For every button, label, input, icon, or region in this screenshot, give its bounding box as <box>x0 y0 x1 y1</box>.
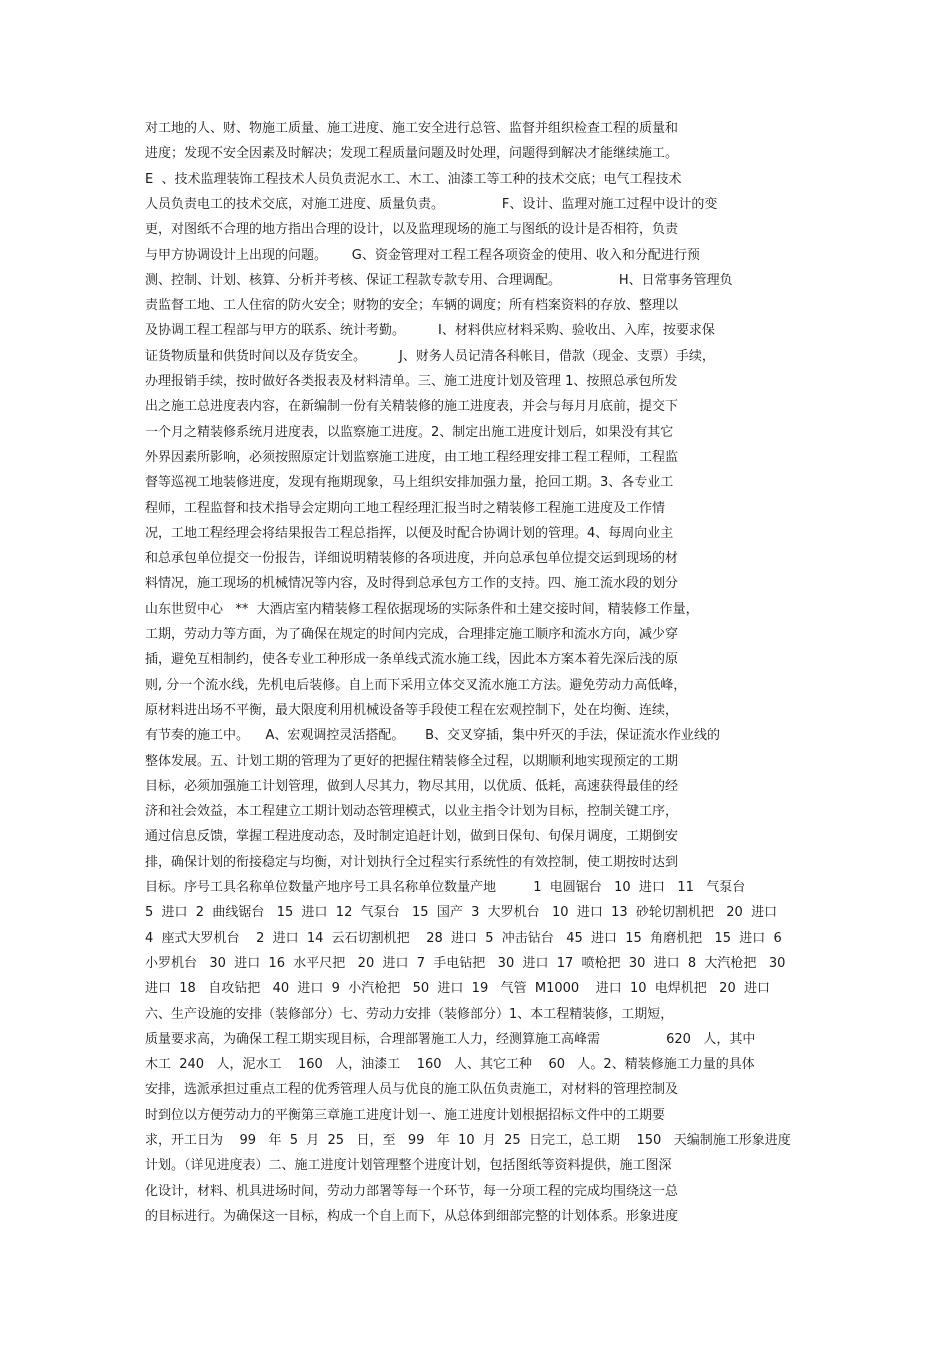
text-line: 整体发展。五、计划工期的管理为了更好的把握住精装修全过程，以期顺利地实现预定的工期 <box>145 753 679 769</box>
text-line: 通过信息反馈，掌握工程进度动态，及时制定追赶计划，做到日保旬、旬保月调度，工期倒安 <box>145 829 679 845</box>
text-line: 人员负责电工的技术交底，对施工进度、质量负责。 F、设计、监理对施工过程中设计的变 <box>145 196 718 212</box>
text-line: 料情况，施工现场的机械情况等内容，及时得到总承包方工作的支持。四、施工流水段的划分 <box>145 576 679 592</box>
text-line: 济和社会效益，本工程建立工期计划动态管理模式，以业主指令计划为目标，控制关键工序， <box>145 804 679 820</box>
text-line: E 、技术监理装饰工程技术人员负责泥水工、木工、油漆工等工种的技术交底；电气工程技术 <box>145 171 682 187</box>
text-line: 更，对图纸不合理的地方指出合理的设计，以及监理现场的施工与图纸的设计是否相符，负责 <box>145 222 679 238</box>
text-line: 4 座式大罗机台 2 进口 14 云石切割机把 28 进口 5 冲击钻台 45 进口 15 角磨机把 15 进口 6 <box>145 930 782 946</box>
text-line: 和总承包单位提交一份报告，详细说明精装修的各项进度，并向总承包单位提交运到现场的材 <box>145 551 679 567</box>
text-line: 办理报销手续，按时做好各类报表及材料清单。三、施工进度计划及管理 1、按照总承包所发 <box>145 374 678 389</box>
text-line: 目标。序号工具名称单位数量产地序号工具名称单位数量产地 1 电圆锯台 10 进口 11 气泵台 <box>145 880 746 895</box>
text-line: 5 进口 2 曲线锯台 15 进口 12 气泵台 15 国产 3 大罗机台 10 进口 13 砂轮切割机把 20 进口 <box>145 905 778 921</box>
text-line: 木工 240 人，泥水工 160 人，油漆工 160 人、其它工种 60 人。2、精装修施工力量的具体 <box>145 1057 755 1073</box>
text-line: 的目标进行。为确保这一目标，构成一个自上而下，从总体到细部完整的计划体系。形象进度 <box>145 1208 679 1224</box>
text-line: 测、控制、计划、核算、分析并考核、保证工程款专款专用、合理调配。 H、日常事务管理负 <box>145 272 733 288</box>
text-line: 及协调工程工程部与甲方的联系、统计考勤。 I、材料供应材料采购、验收出、入库，按要求保 <box>145 323 715 339</box>
text-line: 对工地的人、财、物施工质量、施工进度、施工安全进行总管、监督并组织检查工程的质量和 <box>145 121 679 136</box>
text-line: 求，开工日为 99 年 5 月 25 日，至 99 年 10 月 25 日完工，总工期 150 天编制施工形象进度 <box>145 1133 791 1148</box>
text-line: 有节奏的施工中。 A、宏观调控灵活搭配。 B、交叉穿插，集中歼灭的手法，保证流水作业线的 <box>145 728 721 744</box>
text-line: 出之施工总进度表内容，在新编制一份有关精装修的施工进度表，并会与每月月底前，提交下 <box>145 399 679 415</box>
text-line: 进口 18 自攻钻把 40 进口 9 小汽枪把 50 进口 19 气管 M1000 进口 10 电焊机把 20 进口 <box>145 981 770 997</box>
text-line: 目标，必须加强施工计划管理，做到人尽其力，物尽其用，以优质、低耗，高速获得最佳的经 <box>145 778 679 794</box>
text-line: 化设计，材料、机具进场时间，劳动力部署等每一个环节，每一分项工程的完成均围绕这一总 <box>145 1183 679 1199</box>
text-line: 况，工地工程经理会将结果报告工程总指挥，以便及时配合协调计划的管理。4、每周向业主 <box>145 525 674 541</box>
text-line: 证货物质量和供货时间以及存货安全。 J、财务人员记清各科帐目，借款（现金、支票）手续， <box>145 348 715 364</box>
text-line: 责监督工地、工人住宿的防火安全；财物的安全；车辆的调度；所有档案资料的存放、整理以 <box>145 298 679 314</box>
text-line: 原材料进出场不平衡，最大限度利用机械设备等手段使工程在宏观控制下，处在均衡、连续， <box>145 702 679 718</box>
text-line: 工期，劳动力等方面，为了确保在规定的时间内完成，合理排定施工顺序和流水方向，减少穿 <box>145 627 679 642</box>
text-line: 计划。（详见进度表）二、施工进度计划管理整个进度计划，包括图纸等资料提供，施工图深 <box>145 1158 672 1174</box>
text-line: 六、生产设施的安排（装修部分）七、劳动力安排（装修部分）1、本工程精装修，工期短， <box>145 1006 674 1022</box>
text-line: 则, 分一个流水线，先机电后装修。自上而下采用立体交叉流水施工方法。避免劳动力高低峰， <box>145 677 687 693</box>
text-line: 时到位以方便劳动力的平衡第三章施工进度计划一、施工进度计划根据招标文件中的工期要 <box>145 1107 666 1123</box>
text-line: 一个月之精装修系统月进度表，以监察施工进度。2、制定出施工进度计划后，如果没有其它 <box>145 424 674 440</box>
text-line: 督等巡视工地装修进度，发现有拖期现象，马上组织安排加强力量，抢回工期。3、各专业工 <box>145 475 674 491</box>
text-line: 山东世贸中心 ** 大酒店室内精装修工程依据现场的实际条件和土建交接时间，精装修工作量， <box>145 601 699 617</box>
text-line: 安排，选派承担过重点工程的优秀管理人员与优良的施工队伍负责施工，对材料的管理控制及 <box>145 1082 679 1098</box>
text-line: 插，避免互相制约，使各专业工种形成一条单线式流水施工线，因此本方案本着先深后浅的原 <box>145 652 679 668</box>
text-line: 与甲方协调设计上出现的问题。 G、资金管理对工程工程各项资金的使用、收入和分配进行预 <box>145 247 700 263</box>
text-line: 排，确保计划的衔接稳定与均衡，对计划执行全过程实行系统性的有效控制，使工期按时达到 <box>145 854 679 870</box>
text-line: 程师，工程监督和技术指导会定期向工地工程经理汇报当时之精装修工程施工进度及工作情 <box>145 500 666 516</box>
text-line: 小罗机台 30 进口 16 水平尺把 20 进口 7 手电钻把 30 进口 17 喷枪把 30 进口 8 大汽枪把 30 <box>145 955 786 971</box>
text-line: 外界因素所影响，必须按照原定计划监察施工进度，由工地工程经理安排工程工程师，工程监 <box>145 449 679 465</box>
text-line: 质量要求高，为确保工程工期实现目标，合理部署施工人力，经测算施工高峰需 620 人，其中 <box>145 1031 756 1047</box>
text-line: 进度；发现不安全因素及时解决；发现工程质量问题及时处理，问题得到解决才能继续施工。 <box>145 146 679 162</box>
